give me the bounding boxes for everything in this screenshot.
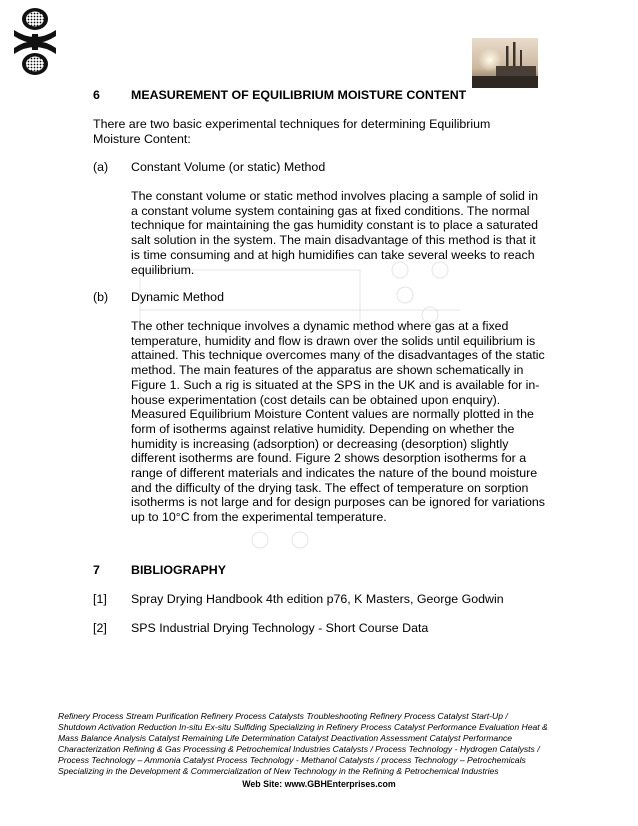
item-title: Dynamic Method (131, 290, 224, 304)
section-number: 6 (93, 88, 100, 102)
section-title: MEASUREMENT OF EQUILIBRIUM MOISTURE CONTENT (131, 88, 467, 102)
item-label: (a) (93, 160, 109, 174)
item-title: Constant Volume (or static) Method (131, 160, 326, 174)
intro-paragraph: There are two basic experimental techniques for determining Equilibrium Moisture Content: (93, 117, 491, 146)
reference-label: [2] (93, 621, 107, 635)
item-b-body: The other technique involves a dynamic method where gas at a fixed temperature, humidity and flow is drawn over the solids until equilibrium is attained. This technique overcomes many of the disadvantages of the static method. The main features of the apparatus are shown schematically in Figure 1. Such a rig is situated at the SPS in the UK and is available for in-house experimentation (cost details can be obtained upon enquiry). Measured Equilibrium Moisture Content values are normally plotted in the form of isotherms against relative humidity. Depending on whether the humidity is increasing (adsorption) or decreasing (desorption) slightly different isotherms are found. Figure 2 shows desorption isotherms for a range of different materials and indicates the nature of the bound moisture and the difficulty of the drying task. The effect of temperature on sorption isotherms is not large and for design purposes can be ignored for variations up to 10°C from the experimental temperature. (131, 319, 545, 525)
footer-services-text: Refinery Process Stream Purification Refinery Process Catalysts Troubleshooting Refinery Process Catalyst Start-Up / Shutdown Activation Reduction In-situ Ex-situ Sulfiding Specializing in Refinery Process Catalyst Performance Evaluation Heat & Mass Balance Analysis Catalyst Remaining Life Determination Catalyst Deactivation Assessment Catalyst Performance Characterization Refining & Gas Processing & Petrochemical Industries Catalysts / Process Technology - Hydrogen Catalysts / Process Technology – Ammonia Catalyst Process Technology - Methanol Catalysts / process Technology – Petrochemicals Specializing in the Development & Commercialization of New Technology in the Refining & Petrochemical Industries (58, 711, 548, 776)
section-number: 7 (93, 563, 100, 577)
section-title: BIBLIOGRAPHY (131, 563, 226, 577)
item-label: (b) (93, 290, 109, 304)
refinery-photo (472, 38, 538, 88)
footer-website[interactable]: Web Site: www.GBHEnterprises.com (242, 779, 396, 789)
reference-text: SPS Industrial Drying Technology - Short Course Data (131, 621, 429, 635)
item-a-body: The constant volume or static method involves placing a sample of solid in a constant volume system containing gas at fixed conditions. The normal technique for maintaining the gas humidity constant is to place a saturated salt solution in the system. The main disadvantage of this method is that it is time consuming and at high humidifies can take several weeks to reach equilibrium. (131, 189, 539, 277)
reference-text: Spray Drying Handbook 4th edition p76, K Masters, George Godwin (131, 592, 504, 606)
reference-label: [1] (93, 592, 107, 606)
company-logo (12, 6, 58, 78)
